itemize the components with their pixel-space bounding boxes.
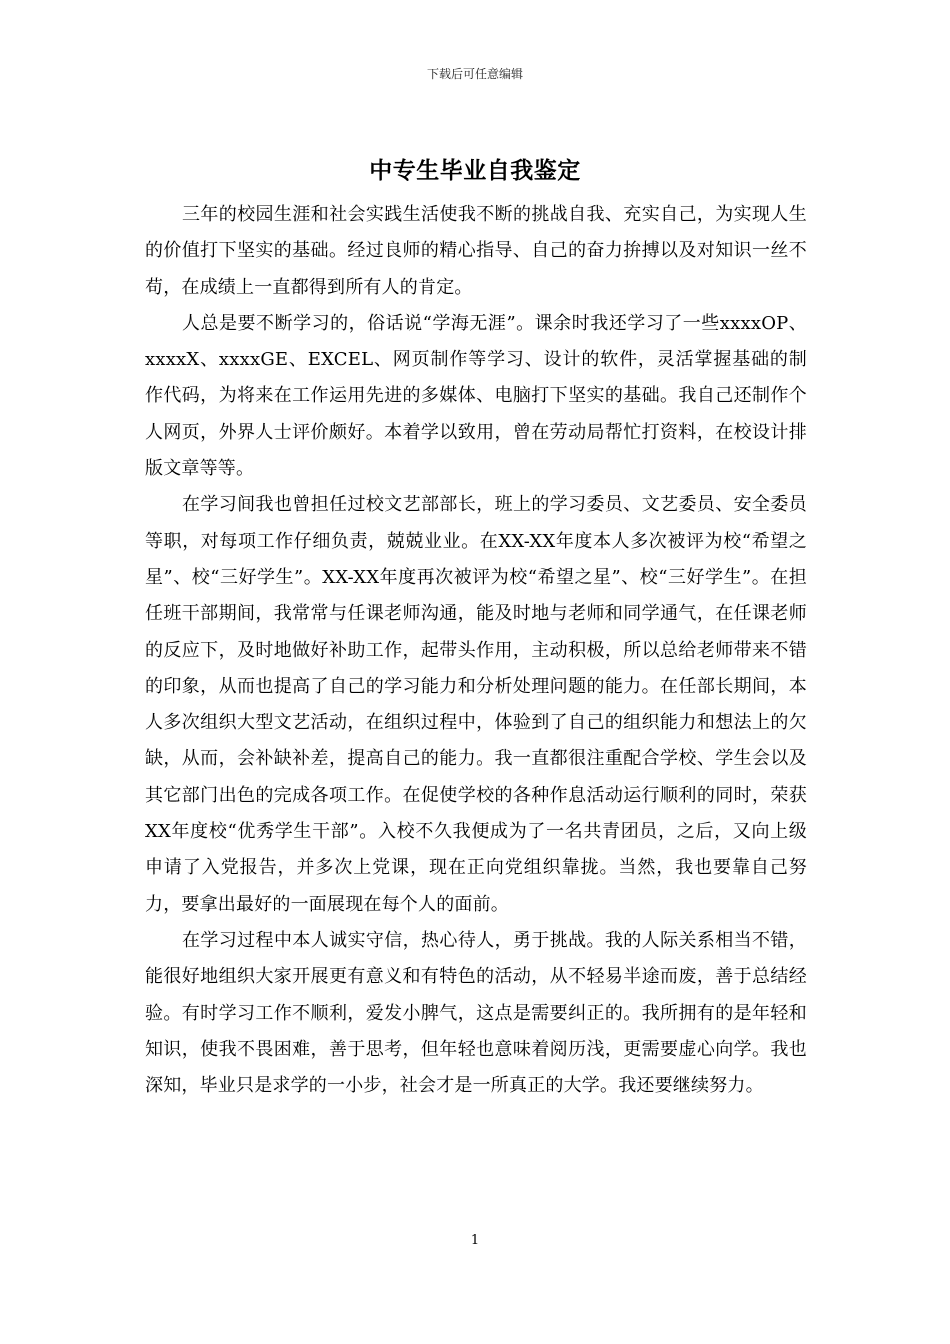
- document-body: [145, 197, 807, 1104]
- page-number: 1: [470, 1233, 480, 1248]
- paragraph-2: 人总是要不断学习的，俗话说“学海无涯”。课余时我还学习了一些xxxxOP、xxxxX、xxxxGE、EXCEL、网页制作等学习、设计的软件，灵活掌握基础的制作代码，为将来在工作运用先进的多媒体、电脑打下坚实的基础。我自己还制作个人网页，外界人士评价颇好。本着学以致用，曾在劳动局帮忙打资料，在校设计排版文章等等。: [145, 312, 807, 480]
- paragraph-1: 三年的校园生涯和社会实践生活使我不断的挑战自我、充实自己，为实现人生的价值打下坚实的基础。经过良师的精心指导、自己的奋力拚搏以及对知识一丝不苟，在成绩上一直都得到所有人的肯定。: [145, 204, 807, 298]
- document-title: 中专生毕业自我鉴定: [369, 157, 581, 184]
- paragraph-3: 在学习间我也曾担任过校文艺部部长，班上的学习委员、文艺委员、安全委员等职，对每项工作仔细负责，兢兢业业。在XX-XX年度本人多次被评为校“希望之星”、校“三好学生”。XX-XX年度再次被评为校“希望之星”、校“三好学生”。在担任班干部期间，我常常与任课老师沟通，能及时地与老师和同学通气，在任课老师的反应下，及时地做好补助工作，起带头作用，主动积极，所以总给老师带来不错的印象，从而也提高了自己的学习能力和分析处理问题的能力。在任部长期间，本人多次组织大型文艺活动，在组织过程中，体验到了自己的组织能力和想法上的欠缺，从而，会补缺补差，提高自己的能力。我一直都很注重配合学校、学生会以及其它部门出色的完成各项工作。在促使学校的各种作息活动运行顺利的同时，荣获XX年度校“优秀学生干部”。入校不久我便成为了一名共青团员，之后，又向上级申请了入党报告，并多次上党课，现在正向党组织靠拢。当然，我也要靠自己努力，要拿出最好的一面展现在每个人的面前。: [145, 494, 807, 915]
- paragraph-4: 在学习过程中本人诚实守信，热心待人，勇于挑战。我的人际关系相当不错，能很好地组织大家开展更有意义和有特色的活动，从不轻易半途而废，善于总结经验。有时学习工作不顺利，爱发小脾气，这点是需要纠正的。我所拥有的是年轻和知识，使我不畏困难，善于思考，但年轻也意味着阅历浅，更需要虚心向学。我也深知，毕业只是求学的一小步，社会才是一所真正的大学。我还要继续努力。: [145, 929, 807, 1097]
- header-note: 下载后可任意编辑: [426, 67, 523, 81]
